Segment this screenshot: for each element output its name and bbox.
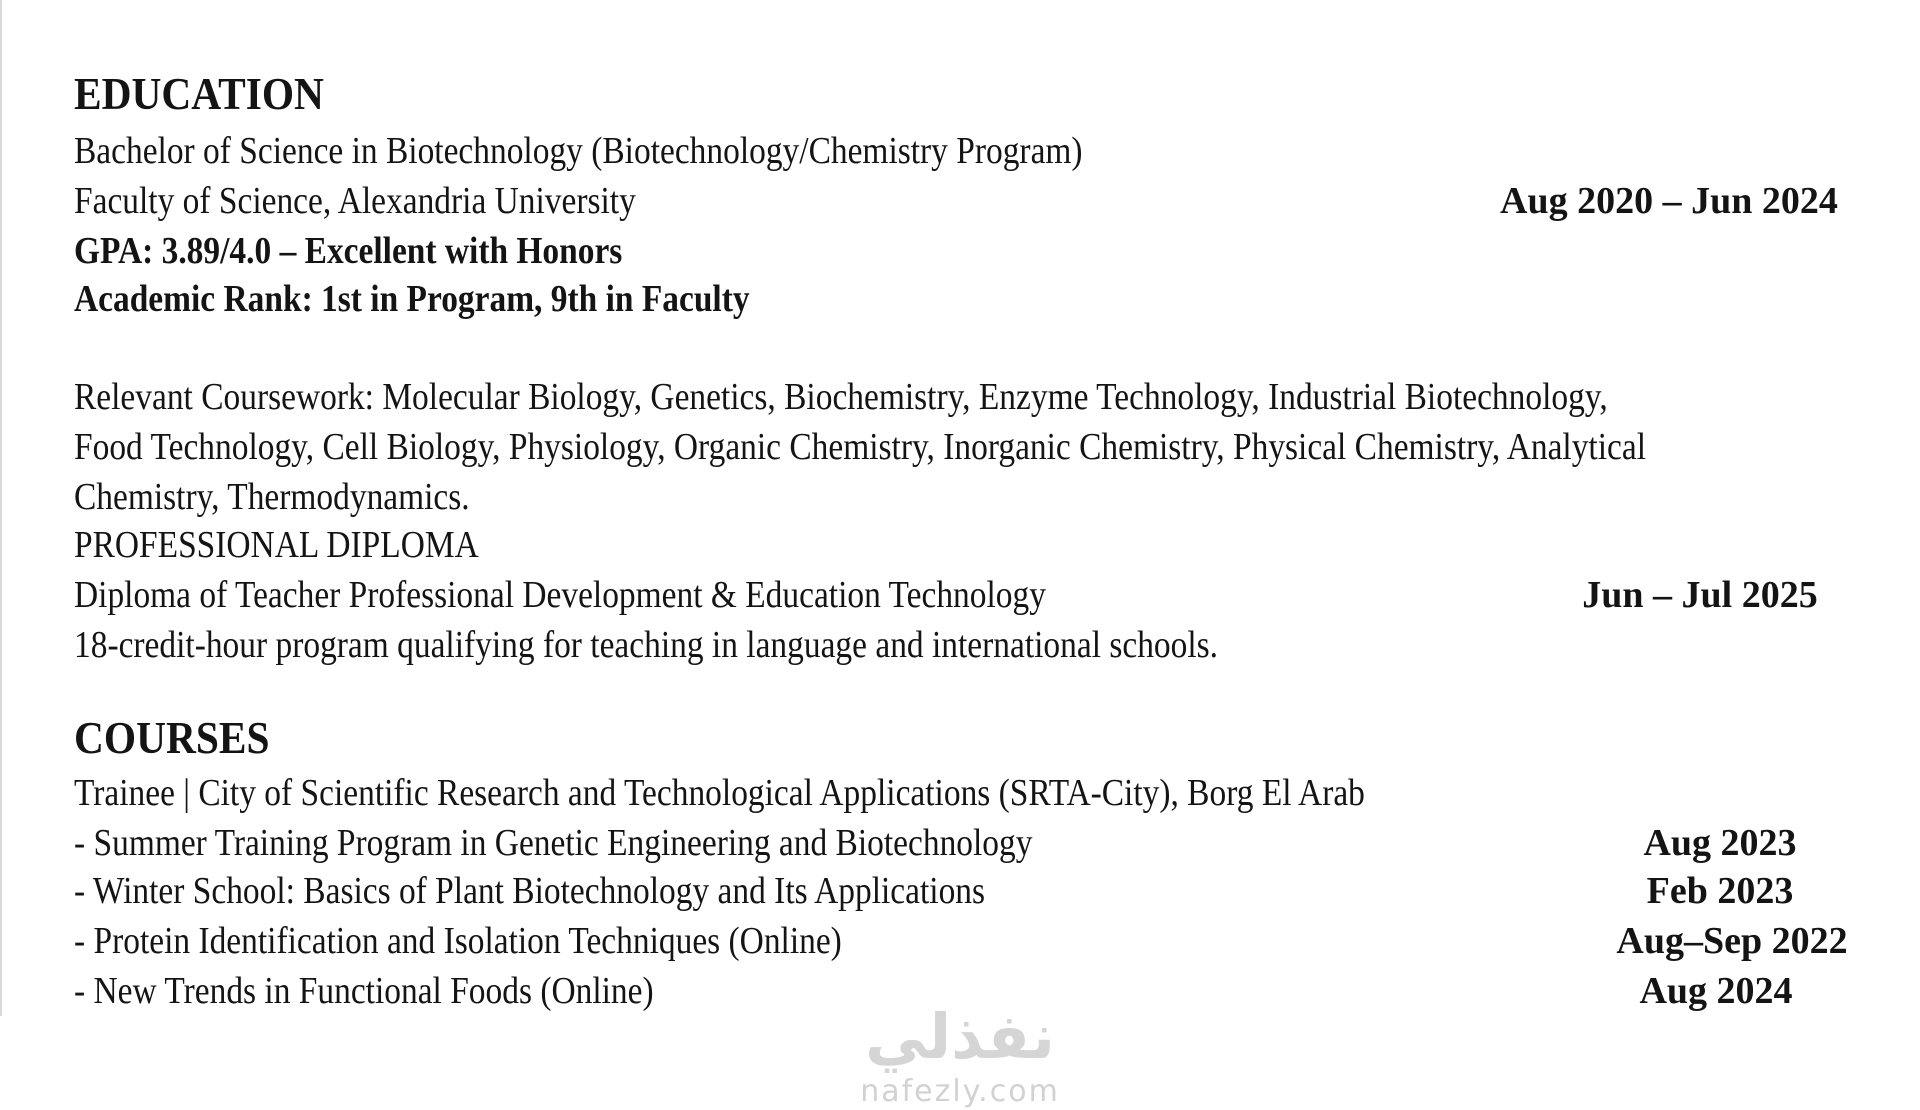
course-item-title: - Protein Identification and Isolation Techniques (Online) [74, 920, 842, 962]
diploma-dates: Jun – Jul 2025 [1582, 574, 1818, 616]
education-degree: Bachelor of Science in Biotechnology (Biotechnology/Chemistry Program) [74, 130, 1083, 172]
coursework-line-2: Food Technology, Cell Biology, Physiology, Organic Chemistry, Inorganic Chemistry, Physical Chemistry, Analytical [74, 426, 1646, 468]
left-border-line [0, 0, 2, 1016]
course-item-title: - Summer Training Program in Genetic Engineering and Biotechnology [74, 822, 1033, 864]
nafezly-watermark [820, 1000, 1100, 1110]
course-item-date: Feb 2023 [1646, 870, 1794, 912]
diploma-title: Diploma of Teacher Professional Development & Education Technology [74, 574, 1046, 616]
education-gpa: GPA: 3.89/4.0 – Excellent with Honors [74, 230, 623, 272]
coursework-line-3: Chemistry, Thermodynamics. [74, 476, 470, 518]
course-item-title: - New Trends in Functional Foods (Online) [74, 970, 654, 1012]
education-heading: EDUCATION [74, 68, 324, 119]
education-rank: Academic Rank: 1st in Program, 9th in Faculty [74, 278, 750, 320]
courses-heading: COURSES [74, 712, 270, 763]
coursework-line-1: Relevant Coursework: Molecular Biology, Genetics, Biochemistry, Enzyme Technology, Industrial Biotechnology, [74, 376, 1608, 418]
watermark-latin-text: nafezly.com [860, 1074, 1060, 1109]
education-institution: Faculty of Science, Alexandria University [74, 180, 636, 222]
course-item-title: - Winter School: Basics of Plant Biotechnology and Its Applications [74, 870, 986, 912]
education-dates: Aug 2020 – Jun 2024 [1500, 180, 1838, 222]
diploma-heading: PROFESSIONAL DIPLOMA [74, 524, 479, 566]
course-item-date: Aug–Sep 2022 [1616, 920, 1848, 962]
diploma-description: 18-credit-hour program qualifying for teaching in language and international schools. [74, 624, 1219, 666]
course-item-date: Aug 2024 [1639, 970, 1793, 1012]
courses-trainee: Trainee | City of Scientific Research and Technological Applications (SRTA-City), Borg El Arab [74, 772, 1365, 814]
watermark-arabic-text: نفذلي [865, 1000, 1055, 1073]
course-item-date: Aug 2023 [1643, 822, 1797, 864]
